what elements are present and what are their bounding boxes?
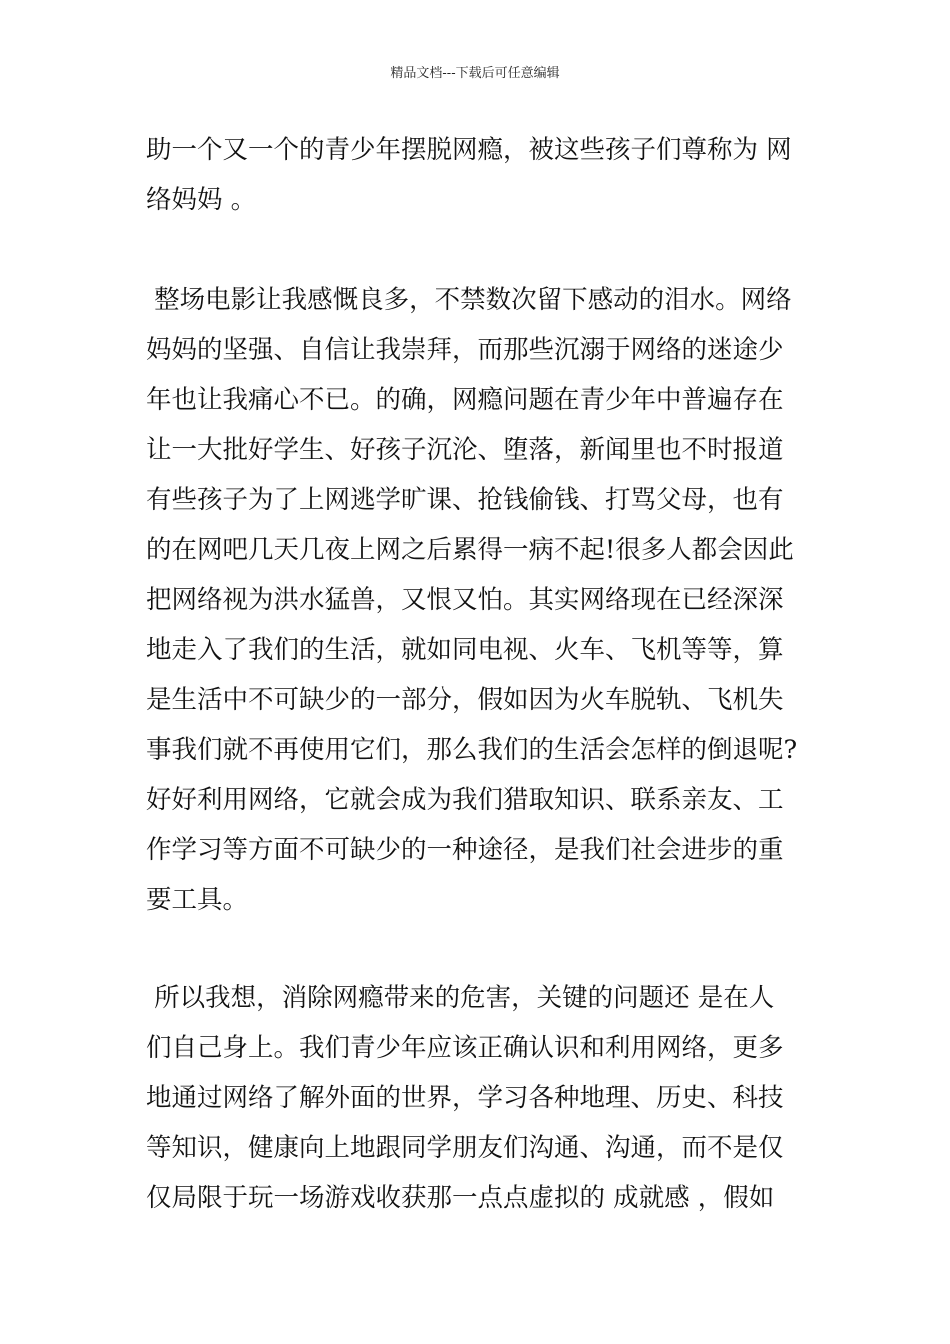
text-line: 仅局限于玩一场游戏收获那一点点虚拟的 成就感 ，假如	[146, 1183, 775, 1213]
text-line: 地走入了我们的生活，就如同电视、火车、飞机等等，算	[146, 635, 784, 665]
text-line: 好好利用网络，它就会成为我们猎取知识、联系亲友、工	[146, 785, 784, 815]
text-line: 们自己身上。我们青少年应该正确认识和利用网络，更多	[146, 1033, 784, 1063]
text-line: 的在网吧几天几夜上网之后累得一病不起!很多人都会因此	[146, 535, 794, 565]
text-line: 地通过网络了解外面的世界，学习各种地理、历史、科技	[146, 1083, 784, 1113]
page-header: 精品文档---下载后可任意编辑	[390, 66, 560, 81]
text-line: 要工具。	[146, 885, 249, 915]
text-line: 年也让我痛心不已。的确，网瘾问题在青少年中普遍存在	[146, 385, 784, 415]
text-line: 事我们就不再使用它们，那么我们的生活会怎样的倒退呢?	[146, 735, 798, 765]
text-line: 让一大批好学生、好孩子沉沦、堕落，新闻里也不时报道	[146, 435, 784, 465]
text-line: 等知识，健康向上地跟同学朋友们沟通、沟通，而不是仅	[146, 1133, 784, 1163]
text-line: 把网络视为洪水猛兽，又恨又怕。其实网络现在已经深深	[146, 585, 784, 615]
text-line: 作学习等方面不可缺少的一种途径，是我们社会进步的重	[146, 835, 784, 865]
text-line: 是生活中不可缺少的一部分，假如因为火车脱轨、飞机失	[146, 685, 784, 715]
text-line: 络妈妈 。	[146, 185, 257, 215]
text-line: 有些孩子为了上网逃学旷课、抢钱偷钱、打骂父母，也有	[146, 485, 784, 515]
text-line: 助一个又一个的青少年摆脱网瘾，被这些孩子们尊称为 网	[146, 135, 792, 165]
text-line: 所以我想，消除网瘾带来的危害，关键的问题还 是在人	[146, 983, 775, 1013]
text-line: 整场电影让我感慨良多，不禁数次留下感动的泪水。网络	[146, 285, 792, 315]
text-line: 妈妈的坚强、自信让我崇拜，而那些沉溺于网络的迷途少	[146, 335, 784, 365]
